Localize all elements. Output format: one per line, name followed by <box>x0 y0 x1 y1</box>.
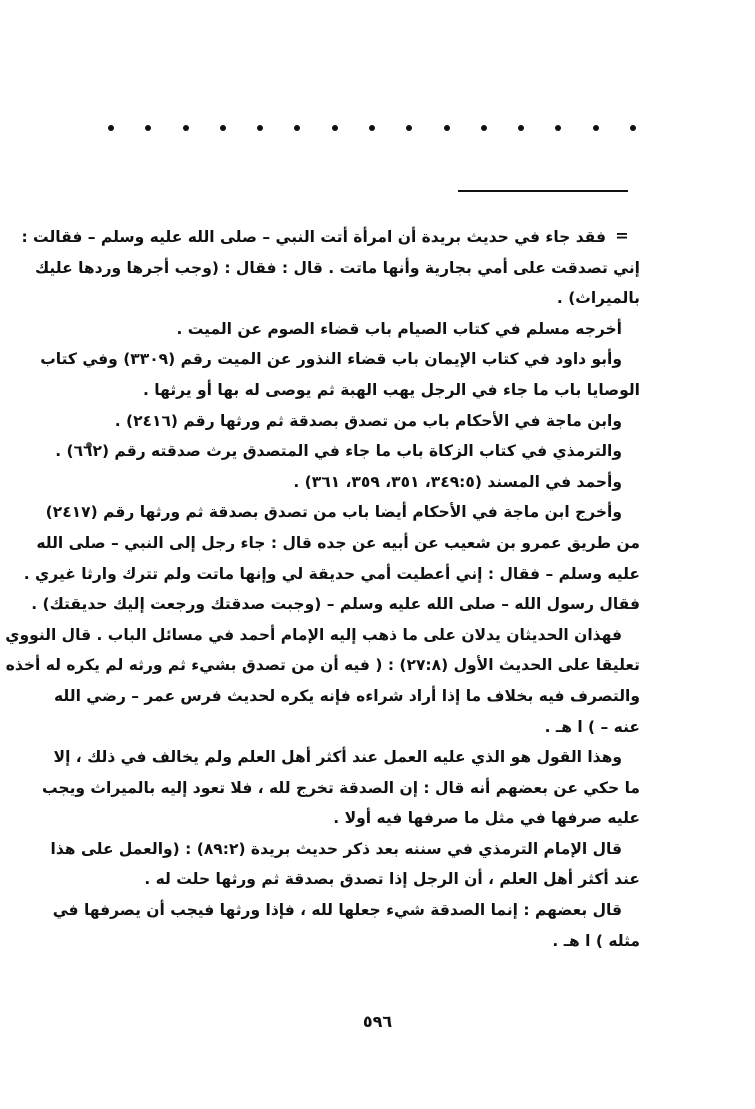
footnote-divider <box>458 190 628 192</box>
footnote-line: الوصايا باب ما جاء في الرجل يهب الهبة ثم يوصى له بها أو يرثها . <box>143 380 640 399</box>
footnote-text <box>5 222 640 956</box>
dot <box>518 125 524 131</box>
footnote-line: مثله ) ا هـ . <box>552 931 640 950</box>
footnote-line: قال الإمام الترمذي في سننه بعد ذكر حديث بريدة (٨٩:٢) : (والعمل على هذا <box>50 839 622 858</box>
dot <box>257 125 263 131</box>
footnote-line: والترمذي في كتاب الزكاة باب ما جاء في المتصدق يرث صدقته رقم (٦٦٢) . <box>55 442 622 461</box>
dot <box>555 125 561 131</box>
dot <box>444 125 450 131</box>
dot <box>108 125 114 131</box>
footnote-line: تعليقا على الحديث الأول (٢٧:٨) : ( فيه أن من تصدق بشيء ثم ورثه لم يكره له أخذه <box>5 656 640 675</box>
dot <box>406 125 412 131</box>
footnote-line: فهذان الحديثان يدلان على ما ذهب إليه الإمام أحمد في مسائل الباب . قال النووي <box>5 625 622 644</box>
dot <box>183 125 189 131</box>
page-number: ٥٩٦ <box>362 1012 393 1031</box>
continuation-mark: = <box>615 226 629 245</box>
dot <box>593 125 599 131</box>
footnote-line: عنه – ) ا هـ . <box>544 717 640 736</box>
footnote-line: بالميراث) . <box>556 289 640 308</box>
dot <box>220 125 226 131</box>
dot-separator-row <box>108 118 636 138</box>
footnote-line: وهذا القول هو الذي عليه العمل عند أكثر أهل العلم ولم يخالف في ذلك ، إلا <box>53 748 622 767</box>
footnote-line: وأحمد في المسند (٣٤٩:٥، ٣٥١، ٣٥٩، ٣٦١) . <box>293 472 622 491</box>
dot <box>481 125 487 131</box>
footnote-line: ما حكي عن بعضهم أنه قال : إن الصدقة تخرج لله ، فلا تعود إليه بالميراث ويجب <box>42 778 640 797</box>
footnote-line: قال بعضهم : إنما الصدقة شيء جعلها لله ، فإذا ورثها فيجب أن يصرفها في <box>52 901 622 920</box>
dot <box>332 125 338 131</box>
dot <box>369 125 375 131</box>
dot <box>145 125 151 131</box>
footnote-line: عليه وسلم – فقال : إني أعطيت أمي حديقة لي وإنها ماتت ولم تترك وارثا غيري . <box>23 564 640 583</box>
footnote-line: فقد جاء في حديث بريدة أن امرأة أتت النبي – صلى الله عليه وسلم – فقالت : <box>21 228 606 246</box>
dot <box>294 125 300 131</box>
footnote-line: عليه صرفها في مثل ما صرفها فيه أولا . <box>333 809 640 828</box>
footnote-line: أخرجه مسلم في كتاب الصيام باب قضاء الصوم عن الميت . <box>176 319 622 338</box>
footnote-line: من طريق عمرو بن شعيب عن أبيه عن جده قال : جاء رجل إلى النبي – صلى الله <box>36 533 640 552</box>
footnote-line: وابن ماجة في الأحكام باب من تصدق بصدقة ثم ورثها رقم (٢٤١٦) . <box>114 411 622 430</box>
footnote-line: عند أكثر أهل العلم ، أن الرجل إذا تصدق بصدقة ثم ورثها حلت له . <box>144 870 640 889</box>
footnote-line: والتصرف فيه بخلاف ما إذا أراد شراءه فإنه يكره لحديث فرس عمر – رضي الله <box>54 686 640 705</box>
footnote-line: وأبو داود في كتاب الإيمان باب قضاء النذور عن الميت رقم (٣٣٠٩) وفي كتاب <box>40 350 622 369</box>
footnote-line: وأخرج ابن ماجة في الأحكام أيضا باب من تصدق بصدقة ثم ورثها رقم (٢٤١٧) <box>45 503 622 522</box>
footnote-line: إني تصدقت على أمي بجارية وأنها ماتت . قال : فقال : (وجب أجرها وردها عليك <box>35 258 640 277</box>
footnote-line: فقال رسول الله – صلى الله عليه وسلم – (وجبت صدقتك ورجعت إليك حديقتك) . <box>31 595 640 614</box>
dot <box>630 125 636 131</box>
